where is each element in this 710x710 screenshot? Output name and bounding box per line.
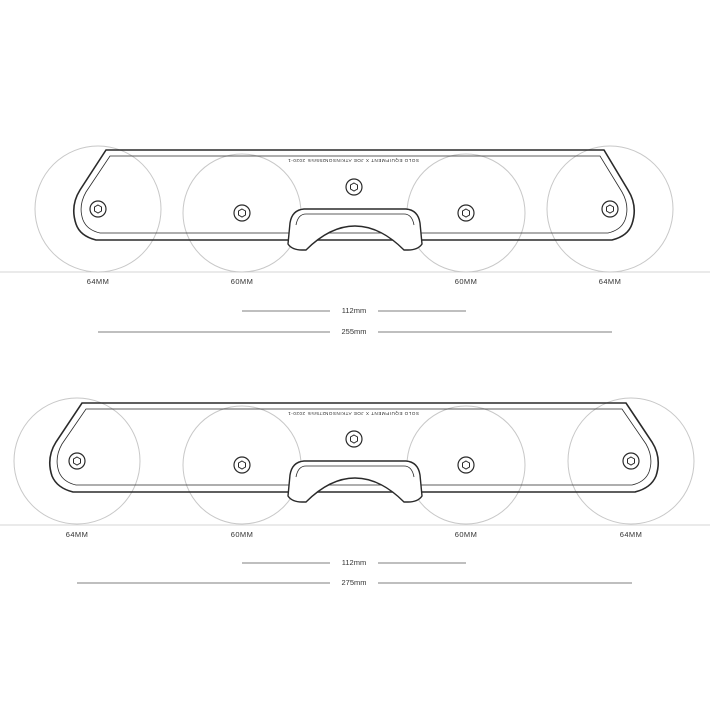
axle-bolt-icon: [234, 457, 250, 473]
wheel-size-label: 60MM: [230, 530, 254, 539]
engraving-brand: SOLO EQUIPMENT X JOE ATKINSON: [324, 411, 419, 416]
dimension-label: 112mm: [341, 558, 367, 567]
engraving-model: 2020-1: [287, 158, 305, 163]
axle-bolt-icon: [602, 201, 618, 217]
axle-bolt-icon: [234, 205, 250, 221]
dimension-frame-length: [98, 327, 612, 336]
frame-255-diagram: [0, 146, 710, 336]
engraving-model: 2020-1: [287, 411, 305, 416]
engraving-brand: SOLO EQUIPMENT X JOE ATKINSON: [324, 158, 419, 163]
frame-275-diagram: [0, 398, 710, 587]
dimension-frame-length: [77, 578, 632, 587]
axle-bolt-icon: [458, 205, 474, 221]
axle-bolt-icon: [623, 453, 639, 469]
axle-bolt-icon: [69, 453, 85, 469]
axle-bolt-icon: [458, 457, 474, 473]
frame-engraving: [288, 158, 419, 163]
wheel-size-label: 64MM: [65, 530, 89, 539]
frame-bridge: [288, 461, 422, 502]
dimension-label: 275mm: [341, 578, 367, 587]
wheel-size-label: 64MM: [619, 530, 643, 539]
engraving-length: 275mm: [307, 411, 325, 416]
engraving-length: 255mm: [307, 158, 325, 163]
center-bolt-icon: [346, 431, 362, 447]
dimension-wheelbase: [242, 306, 466, 315]
wheel-size-label: 60MM: [230, 277, 254, 286]
frame-engraving: [288, 411, 419, 416]
dimension-label: 112mm: [341, 306, 367, 315]
wheel-size-label: 60MM: [454, 530, 478, 539]
frame-bridge: [288, 209, 422, 250]
dimension-wheelbase: [242, 558, 466, 567]
wheel-size-label: 60MM: [454, 277, 478, 286]
wheel-size-label: 64MM: [598, 277, 622, 286]
dimension-label: 255mm: [341, 327, 367, 336]
axle-bolt-icon: [90, 201, 106, 217]
wheel-size-label: 64MM: [86, 277, 110, 286]
center-bolt-icon: [346, 179, 362, 195]
